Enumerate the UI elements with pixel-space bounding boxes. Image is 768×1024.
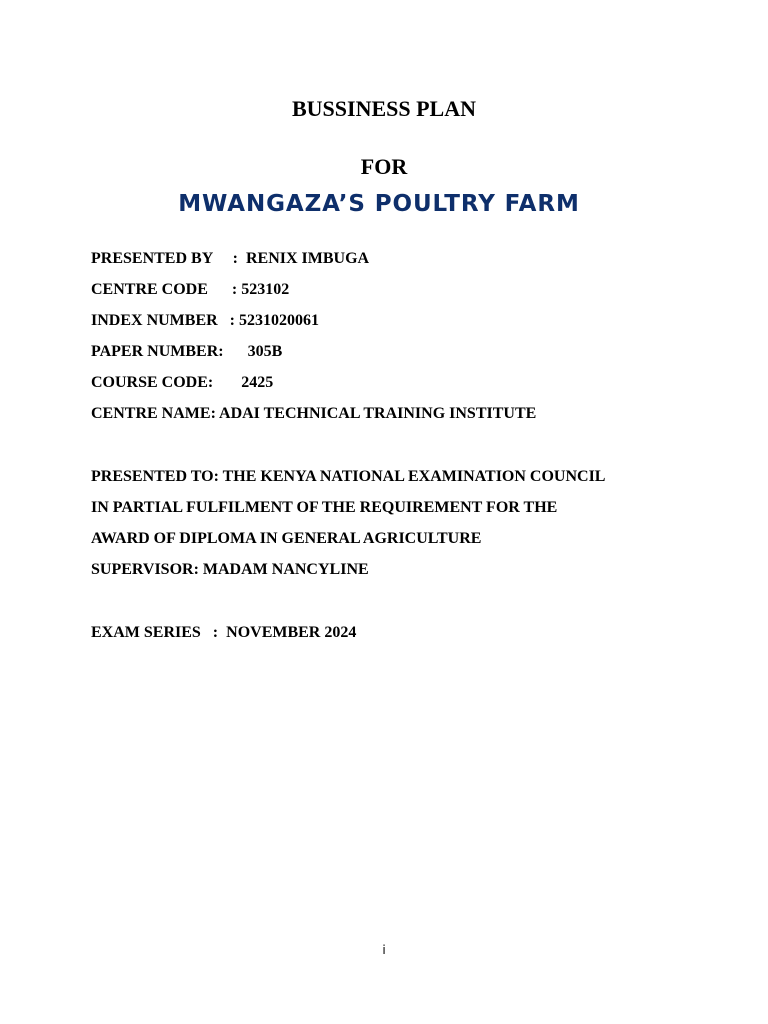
centre-code-line: CENTRE CODE : 523102 — [91, 281, 290, 298]
presented-by-line: PRESENTED BY : RENIX IMBUGA — [91, 250, 370, 267]
document-title-for: FOR — [360, 154, 408, 179]
supervisor-line: SUPERVISOR: MADAM NANCYLINE — [91, 561, 369, 578]
index-number-line: INDEX NUMBER : 5231020061 — [91, 312, 319, 329]
diploma-award-line: AWARD OF DIPLOMA IN GENERAL AGRICULTURE — [91, 530, 482, 547]
page-number: i — [382, 943, 386, 957]
fulfilment-line: IN PARTIAL FULFILMENT OF THE REQUIREMENT FOR THE — [91, 499, 558, 516]
centre-name-line: CENTRE NAME: ADAI TECHNICAL TRAINING INSTITUTE — [91, 405, 537, 422]
document-title: BUSSINESS PLAN — [291, 96, 476, 121]
presented-to-line: PRESENTED TO: THE KENYA NATIONAL EXAMINATION COUNCIL — [91, 468, 606, 485]
exam-series-line: EXAM SERIES : NOVEMBER 2024 — [91, 624, 357, 641]
farm-name-heading: MWANGAZA’S POULTRY FARM — [178, 191, 580, 217]
course-code-line: COURSE CODE: 2425 — [91, 374, 274, 391]
paper-number-line: PAPER NUMBER: 305B — [91, 343, 283, 360]
